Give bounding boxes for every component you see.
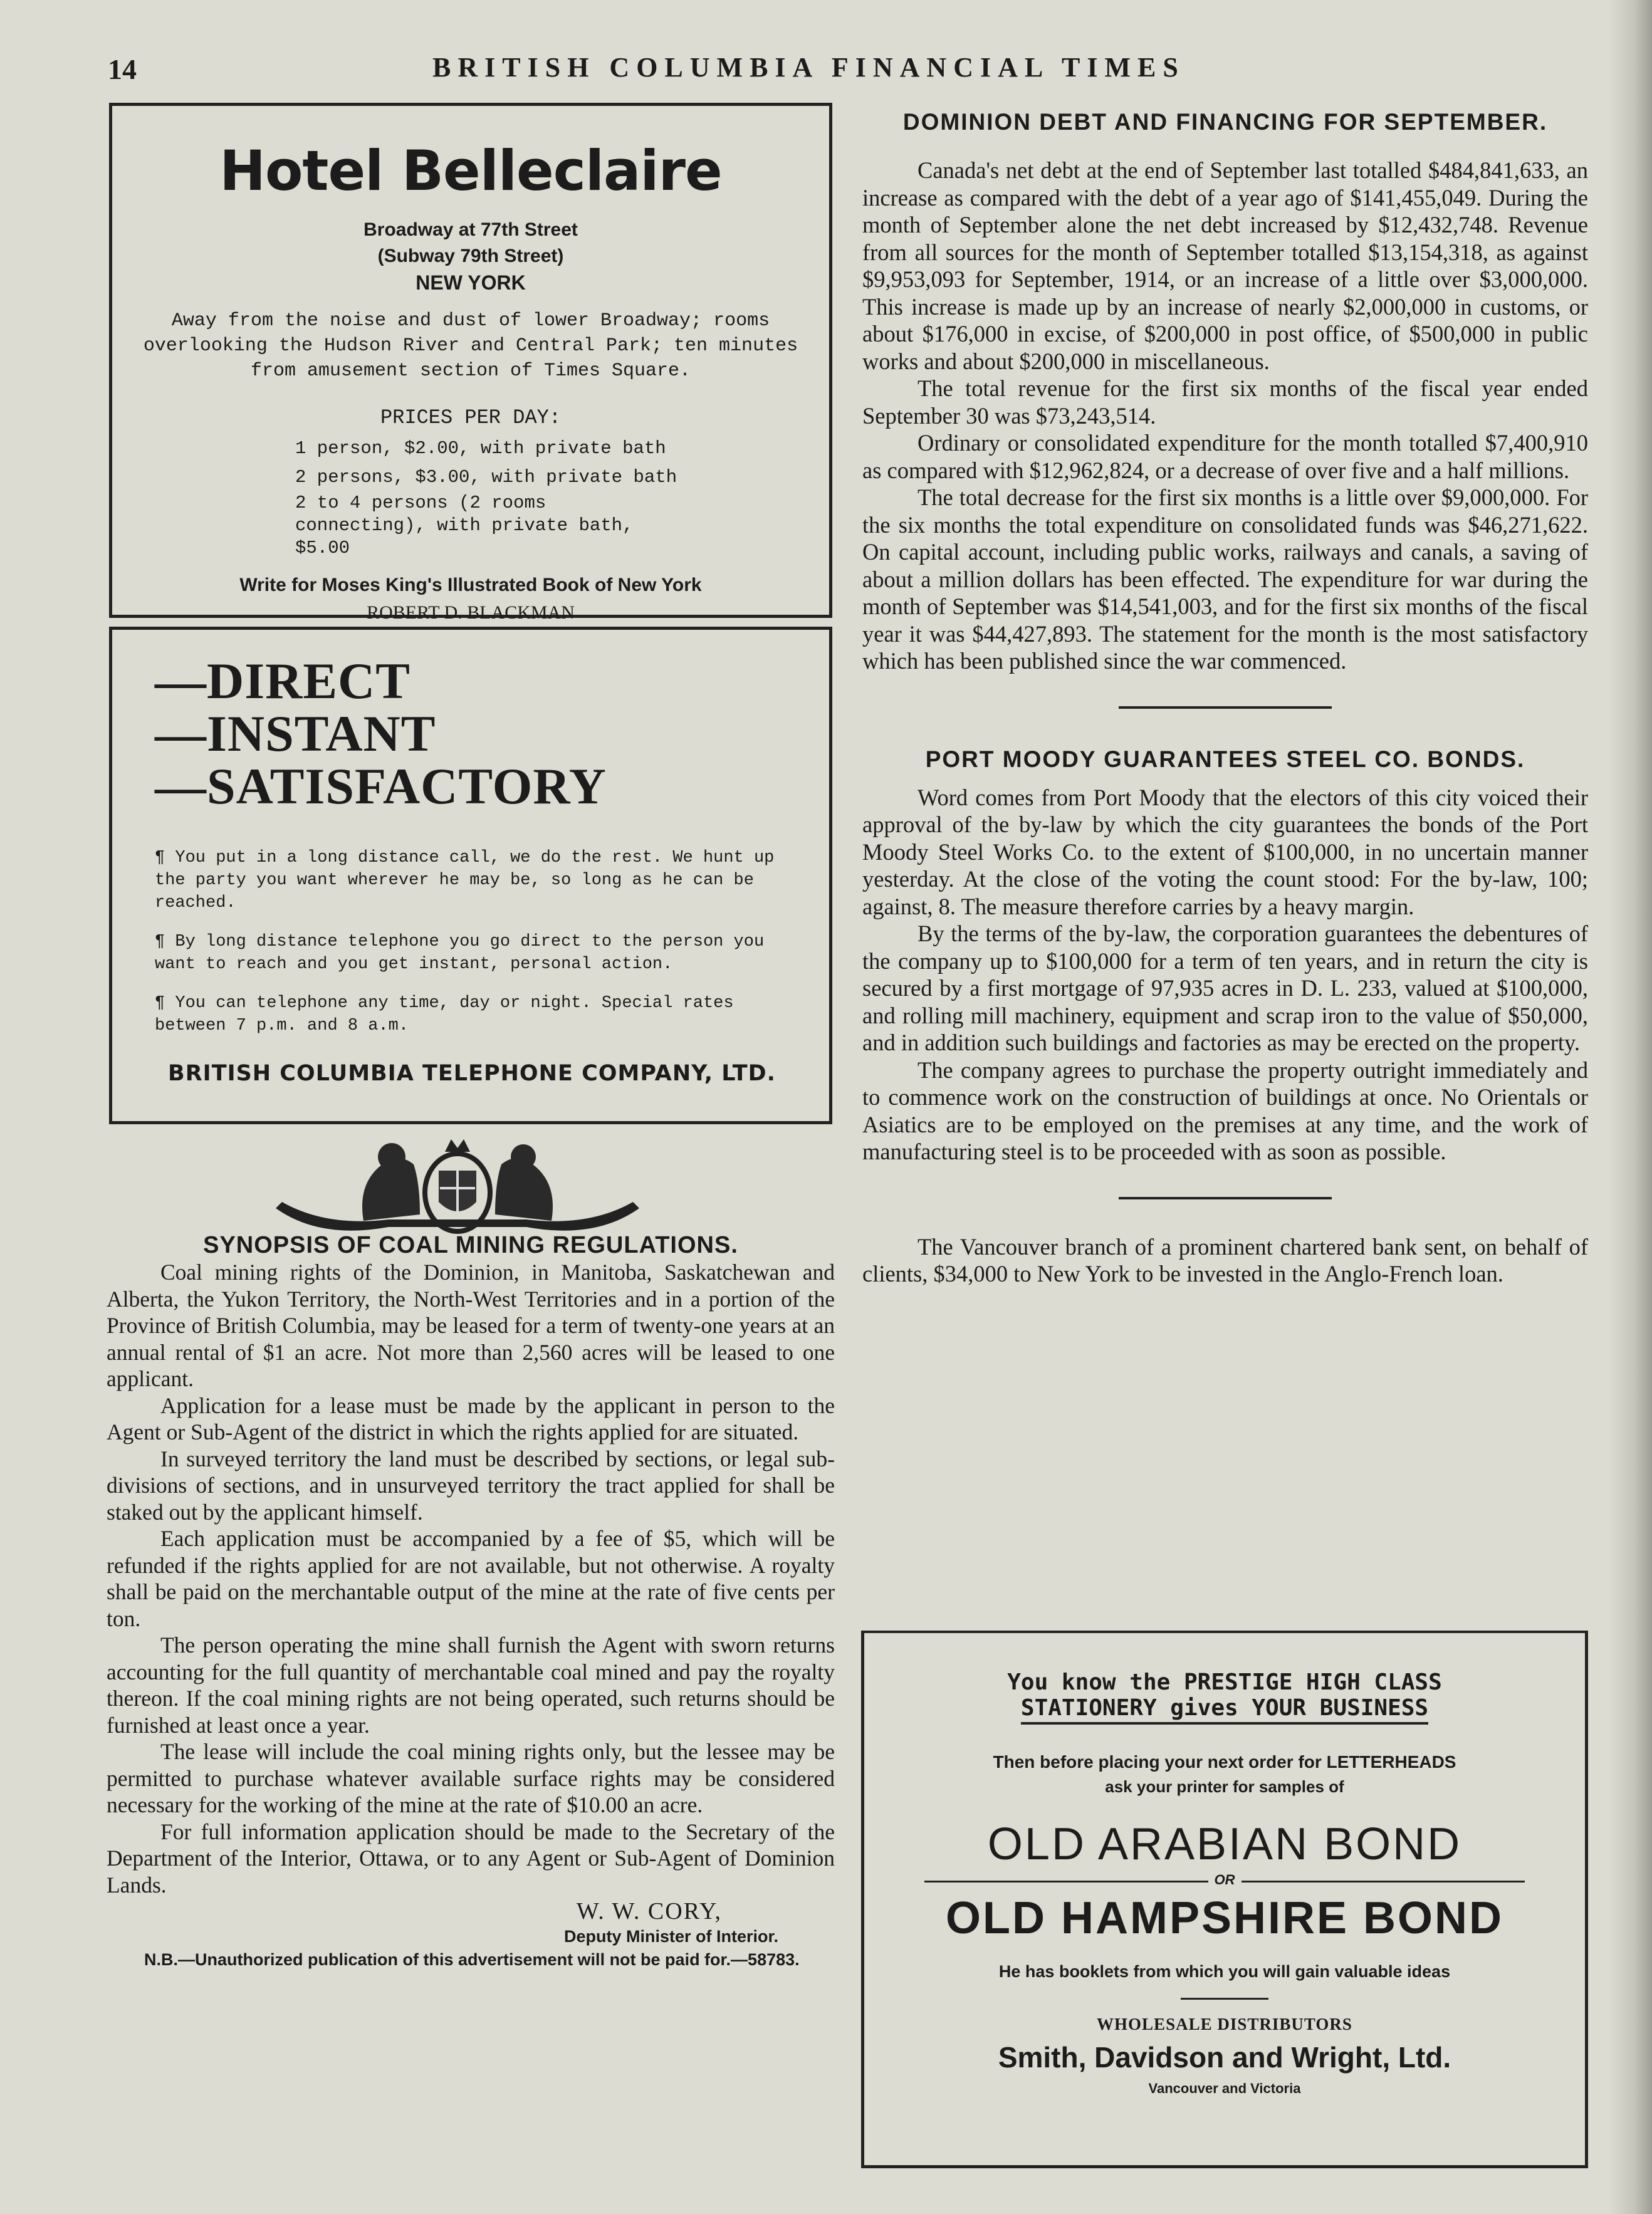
hotel-price-item: 1 person, $2.00, with private bath [295,438,666,459]
royal-coat-of-arms-icon [263,1133,652,1240]
port-moody-paragraph: The company agrees to purchase the property outright immediately and to commence work on the construction of buildings at once. No Orientals or Asiatics are to be employed on the premises at any time, and the work of manufacturing steel is to be proceeded with as soon as possible. [862,1057,1588,1164]
coal-mining-regulations [107,1232,835,1971]
vancouver-note: The Vancouver branch of a prominent chartered bank sent, on behalf of clients, $34,000 to New York to be invested in the Anglo-French loan. [862,1233,1588,1287]
stationery-line-5: He has booklets from which you will gain valuable ideas [998,1962,1451,1981]
right-column [862,105,1588,1288]
hotel-write-line: Write for Moses King's Illustrated Book of New York [239,575,702,595]
stationery-ad [861,1631,1588,2168]
hotel-price-list [295,434,829,560]
stationery-line-2: STATIONERY gives YOUR BUSINESS [1021,1695,1428,1725]
telephone-ad [109,627,832,1124]
coal-paragraph: Each application must be accompanied by a fee of $5, which will be refunded if the rights applied for are not available, but not otherwise. A royalty shall be paid on the merchantable output of the mine at the rate of five cents per ton. [107,1526,835,1631]
stationery-divider [1181,1998,1268,2000]
distributor-locations: Vancouver and Victoria [1148,2081,1301,2096]
page-gutter-shadow [1608,0,1652,2214]
stationery-line-4: ask your printer for samples of [1105,1777,1344,1796]
distributor-name: Smith, Davidson and Wright, Ltd. [998,2041,1451,2074]
or-divider [924,1872,1525,1891]
dominion-debt-title: DOMINION DEBT AND FINANCING FOR SEPTEMBER. [902,109,1548,135]
hotel-prices-heading: PRICES PER DAY: [380,406,562,429]
hotel-address-2: (Subway 79th Street) [377,246,564,266]
page-number: 14 [108,53,137,85]
or-label: OR [1208,1872,1242,1888]
coal-title: SYNOPSIS OF COAL MINING REGULATIONS. [203,1232,738,1258]
telephone-headline-satisfactory: —SATISFACTORY [155,758,607,815]
hotel-city: NEW YORK [416,271,526,294]
telephone-paragraph: ¶ You put in a long distance call, we do the rest. We hunt up the party you want wherever he may be, so long as he can be reached. [155,849,775,912]
stationery-line-1: You know the PRESTIGE HIGH CLASS [1007,1669,1442,1695]
coal-signature-title: Deputy Minister of Interior. [563,1927,778,1946]
hotel-description: Away from the noise and dust of lower Broadway; rooms overlooking the Hudson River and Central Park; ten minutes from amusement section of Times Square. [143,310,798,382]
port-moody-paragraph: Word comes from Port Moody that the electors of this city voiced their approval of the by-law by which the city guarantees the bonds of the Port Moody Steel Works Co. to the extent of $100,000, in no uncertain manner yesterday. At the close of the voting the count stood: For the by-law, 100; against, 8. The measure therefore carries by a heavy margin. [862,784,1588,919]
telephone-company-name: BRITISH COLUMBIA TELEPHONE COMPANY, LTD. [168,1061,776,1086]
old-arabian-bond: OLD ARABIAN BOND [987,1819,1462,1869]
coal-paragraph: The lease will include the coal mining rights only, but the lessee may be permitted to purchase whatever available surface rights may be considered necessary for the working of the mine at the rate of $10.00 an acre. [107,1739,835,1817]
coal-paragraph: For full information application should be made to the Secretary of the Department of the Interior, Ottawa, or to any Agent or Sub-Agent of Dominion Lands. [107,1819,835,1898]
port-moody-paragraph: By the terms of the by-law, the corporation guarantees the debentures of the company up to $100,000 for a term of ten years, and in return the city is secured by a first mortgage of 97,935 acres in D. L. 233, valued at $100,000, and rolling mill machinery, equipment and scrap iron to the value of $50,000, and in addition such buildings and factories as may be erected on the property. [862,921,1588,1055]
running-title: BRITISH COLUMBIA FINANCIAL TIMES [432,52,1185,83]
hotel-belleclaire-ad [109,103,832,623]
telephone-headline-instant: —INSTANT [155,705,436,762]
dominion-debt-paragraph: Ordinary or consolidated expenditure for the month totalled $7,400,910 as compared with $12,962,824, or a decrease of over five and a half millions. [862,430,1588,483]
coal-paragraph: In surveyed territory the land must be described by sections, or legal sub-divisions of sections, and in unsurveyed territory the tract applied for shall be staked out by the applicant himself. [107,1446,835,1525]
hotel-price-item: 2 to 4 persons (2 rooms connecting), with private bath, $5.00 [295,493,634,558]
telephone-headline-direct: —DIRECT [155,652,410,709]
coal-signature: W. W. CORY, [576,1898,722,1924]
coal-note: N.B.—Unauthorized publication of this advertisement will not be paid for.—58783. [144,1950,800,1969]
telephone-paragraph: ¶ By long distance telephone you go direct to the person you want to reach and you get instant, personal action. [155,932,765,974]
hotel-manager: ROBERT D. BLACKMAN [367,602,575,623]
hotel-price-item: 2 persons, $3.00, with private bath [295,467,677,488]
old-hampshire-bond: OLD HAMPSHIRE BOND [945,1893,1503,1943]
dominion-debt-paragraph: Canada's net debt at the end of September last totalled $484,841,633, an increase as compared with the debt of a year ago of $141,455,049. During the month of September alone the net debt increased by $12,432,748. Revenue from all sources for the month of September totalled $13,154,318, as against $9,953,093 for September, 1914, or an increase of a little over $3,000,000. This increase is made up by an increase of nearly $2,000,000 in customs, or about $176,000 in excise, of $200,000 in post office, of $500,000 in public works and about $200,000 in miscellaneous. [862,157,1588,374]
coal-paragraph: The person operating the mine shall furnish the Agent with sworn returns accounting for the full quantity of merchantable coal mined and pay the royalty thereon. If the coal mining rights are not being operated, such returns should be furnished at least once a year. [107,1632,835,1738]
hotel-title: Hotel Belleclaire [219,138,722,203]
port-moody-title: PORT MOODY GUARANTEES STEEL CO. BONDS. [925,746,1525,772]
telephone-paragraph: ¶ You can telephone any time, day or night. Special rates between 7 p.m. and 8 a.m. [155,994,734,1035]
coal-paragraph: Coal mining rights of the Dominion, in Manitoba, Saskatchewan and Alberta, the Yukon Territory, the North-West Territories and in a portion of the Province of British Columbia, may be leased for a term of twenty-one years at an annual rental of $1 an acre. Not more than 2,560 acres will be leased to one applicant. [107,1260,835,1391]
hotel-address-1: Broadway at 77th Street [363,219,578,240]
dominion-debt-paragraph: The total decrease for the first six months is a little over $9,000,000. For the six months the total expenditure on consolidated funds was $46,271,622. On capital account, including public works, railways and canals, a saving of about a million dollars has been effected. The expenditure for war during the month of September was $14,541,003, and for the first six months of the fiscal year it was $44,427,893. The statement for the month is the most satisfactory which has been published since the war commenced. [862,484,1588,674]
coal-paragraph: Application for a lease must be made by the applicant in person to the Agent or Sub-Agent of the district in which the rights applied for are situated. [107,1392,835,1444]
stationery-line-3: Then before placing your next order for LETTERHEADS [993,1752,1456,1772]
distributors-label: WHOLESALE DISTRIBUTORS [1097,2015,1352,2034]
dominion-debt-paragraph: The total revenue for the first six months of the fiscal year ended September 30 was $73,243,514. [862,375,1588,429]
